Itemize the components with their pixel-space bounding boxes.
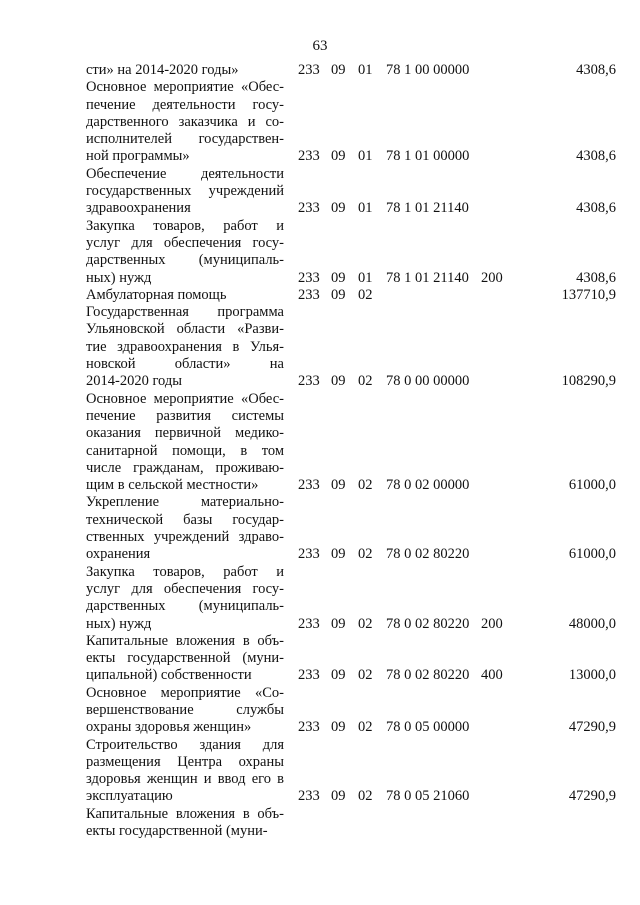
row-name-line: печение деятельности госу- xyxy=(86,96,284,113)
ministry-code: 233 xyxy=(298,62,320,78)
page-number: 63 xyxy=(312,38,328,54)
row-name xyxy=(86,218,284,287)
row-name xyxy=(86,685,284,737)
ministry-code: 233 xyxy=(298,373,320,390)
row-name-line: числе гражданам, проживаю- xyxy=(86,459,284,476)
row-name-line: печение развития системы xyxy=(86,407,284,424)
row-name-line: оказания первичной медико- xyxy=(86,425,284,442)
row-name-line: Ульяновской области «Разви- xyxy=(86,321,284,338)
ministry-code: 233 xyxy=(298,788,320,805)
row-name xyxy=(86,79,284,165)
row-name-line: екты государственной (муни- xyxy=(86,650,284,667)
row-name-line: услуг для обеспечения госу- xyxy=(86,234,284,251)
row-name xyxy=(86,391,284,495)
subsection-code: 01 xyxy=(358,200,373,217)
row-name-line: Закупка товаров, работ и xyxy=(86,217,284,234)
row-name-line: щим в сельской местности» xyxy=(86,477,259,494)
subsection-code: 01 xyxy=(358,62,373,78)
row-name-line: дарственных (муниципаль- xyxy=(86,252,284,269)
amount: 4308,6 xyxy=(576,200,616,217)
table-row xyxy=(86,166,616,218)
table-row xyxy=(86,564,616,633)
section-code: 09 xyxy=(331,148,346,165)
section-code: 09 xyxy=(331,269,346,286)
table-row xyxy=(86,494,616,563)
target-article-code: 78 1 01 21140 xyxy=(386,200,469,217)
row-name-line: здоровья женщин и ввод его в xyxy=(86,771,284,788)
subsection-code: 02 xyxy=(358,788,373,805)
subsection-code: 02 xyxy=(358,667,373,684)
subsection-code: 02 xyxy=(358,719,373,736)
section-code: 09 xyxy=(331,373,346,390)
amount: 108290,9 xyxy=(561,373,616,390)
subsection-code: 02 xyxy=(358,546,373,563)
target-article-code: 78 0 02 00000 xyxy=(386,477,470,494)
row-name-line: охраны здоровья женщин» xyxy=(86,719,252,736)
row-name-line: Основное мероприятие «Обес- xyxy=(86,390,284,407)
subsection-code: 01 xyxy=(358,148,373,165)
amount: 137710,9 xyxy=(561,286,616,303)
row-name xyxy=(86,304,284,390)
expense-type-code: 400 xyxy=(481,667,503,684)
amount: 47290,9 xyxy=(568,719,616,736)
amount: 47290,9 xyxy=(568,788,616,805)
ministry-code: 233 xyxy=(298,667,320,684)
subsection-code: 02 xyxy=(358,373,373,390)
target-article-code: 78 1 01 21140 xyxy=(386,269,469,286)
target-article-code: 78 1 00 00000 xyxy=(386,62,470,78)
section-code: 09 xyxy=(331,200,346,217)
amount: 4308,6 xyxy=(576,62,616,78)
section-code: 09 xyxy=(331,788,346,805)
row-name-line: екты государственной (муни- xyxy=(86,823,268,840)
row-name xyxy=(86,494,284,563)
ministry-code: 233 xyxy=(298,148,320,165)
ministry-code: 233 xyxy=(298,615,320,632)
table-row xyxy=(86,287,616,304)
section-code: 09 xyxy=(331,719,346,736)
target-article-code: 78 0 02 80220 xyxy=(386,615,470,632)
target-article-code: 78 0 00 00000 xyxy=(386,373,470,390)
row-name-line: размещения Центра охраны xyxy=(86,753,284,770)
ministry-code: 233 xyxy=(298,269,320,286)
row-name-line: тие здравоохранения в Улья- xyxy=(86,338,284,355)
section-code: 09 xyxy=(331,667,346,684)
row-name-line: 2014-2020 годы xyxy=(86,373,182,390)
ministry-code: 233 xyxy=(298,477,320,494)
row-name-line: Закупка товаров, работ и xyxy=(86,563,284,580)
target-article-code: 78 1 01 00000 xyxy=(386,148,470,165)
table-row xyxy=(86,685,616,737)
row-name-line: Капитальные вложения в объ- xyxy=(86,632,284,649)
table-row xyxy=(86,304,616,390)
row-name xyxy=(86,564,284,633)
section-code: 09 xyxy=(331,546,346,563)
row-name-line: Основное мероприятие «Обес- xyxy=(86,79,284,96)
section-code: 09 xyxy=(331,286,346,303)
target-article-code: 78 0 05 00000 xyxy=(386,719,470,736)
row-name-line: ных) нужд xyxy=(86,269,152,286)
budget-table xyxy=(86,62,616,840)
row-name-line: ципальной) собственности xyxy=(86,667,252,684)
table-row xyxy=(86,633,616,685)
row-name xyxy=(86,737,284,806)
expense-type-code: 200 xyxy=(481,269,503,286)
row-name-line: дарственного заказчика и со- xyxy=(86,113,284,130)
row-name-line: ной программы» xyxy=(86,148,190,165)
subsection-code: 02 xyxy=(358,286,373,303)
ministry-code: 233 xyxy=(298,546,320,563)
table-row xyxy=(86,218,616,287)
subsection-code: 02 xyxy=(358,477,373,494)
row-name-line: Государственная программа xyxy=(86,304,284,321)
row-name-line: технической базы государ- xyxy=(86,511,284,528)
row-name-line: Укрепление материально- xyxy=(86,494,284,511)
row-name-line: Капитальные вложения в объ- xyxy=(86,805,284,822)
row-name-line: Амбулаторная помощь xyxy=(86,286,227,303)
row-name-line: услуг для обеспечения госу- xyxy=(86,580,284,597)
row-name-line: государственных учреждений xyxy=(86,183,284,200)
ministry-code: 233 xyxy=(298,286,320,303)
section-code: 09 xyxy=(331,615,346,632)
section-code: 09 xyxy=(331,477,346,494)
subsection-code: 02 xyxy=(358,615,373,632)
amount: 4308,6 xyxy=(576,148,616,165)
section-code: 09 xyxy=(331,62,346,78)
row-name-line: эксплуатацию xyxy=(86,788,173,805)
table-row xyxy=(86,737,616,806)
row-name-line: Основное мероприятие «Со- xyxy=(86,684,284,701)
subsection-code: 01 xyxy=(358,269,373,286)
target-article-code: 78 0 02 80220 xyxy=(386,546,470,563)
row-name-line: санитарной помощи, в том xyxy=(86,442,284,459)
row-name xyxy=(86,633,284,685)
row-name-line: охранения xyxy=(86,546,151,563)
row-name-line: сти» на 2014-2020 годы» xyxy=(86,62,239,78)
row-name-line: ственных учреждений здраво- xyxy=(86,529,284,546)
row-name-line: новской области» на xyxy=(86,356,284,373)
amount: 61000,0 xyxy=(568,477,616,494)
row-name-line: Строительство здания для xyxy=(86,736,284,753)
row-name-line: Обеспечение деятельности xyxy=(86,165,284,182)
table-row xyxy=(86,79,616,165)
row-name xyxy=(86,166,284,218)
amount: 61000,0 xyxy=(568,546,616,563)
row-name-line: ных) нужд xyxy=(86,615,152,632)
expense-type-code: 200 xyxy=(481,615,503,632)
target-article-code: 78 0 02 80220 xyxy=(386,667,470,684)
table-row xyxy=(86,62,616,79)
row-name xyxy=(86,287,284,304)
row-name-line: исполнителей государствен- xyxy=(86,131,284,148)
row-name-line: вершенствование службы xyxy=(86,701,284,718)
row-name-line: здравоохранения xyxy=(86,200,191,217)
target-article-code: 78 0 05 21060 xyxy=(386,788,470,805)
amount: 48000,0 xyxy=(568,615,616,632)
ministry-code: 233 xyxy=(298,719,320,736)
amount: 13000,0 xyxy=(568,667,616,684)
row-name-line: дарственных (муниципаль- xyxy=(86,598,284,615)
table-row xyxy=(86,806,616,841)
table-row xyxy=(86,391,616,495)
ministry-code: 233 xyxy=(298,200,320,217)
row-name xyxy=(86,806,284,841)
row-name xyxy=(86,62,284,79)
amount: 4308,6 xyxy=(576,269,616,286)
